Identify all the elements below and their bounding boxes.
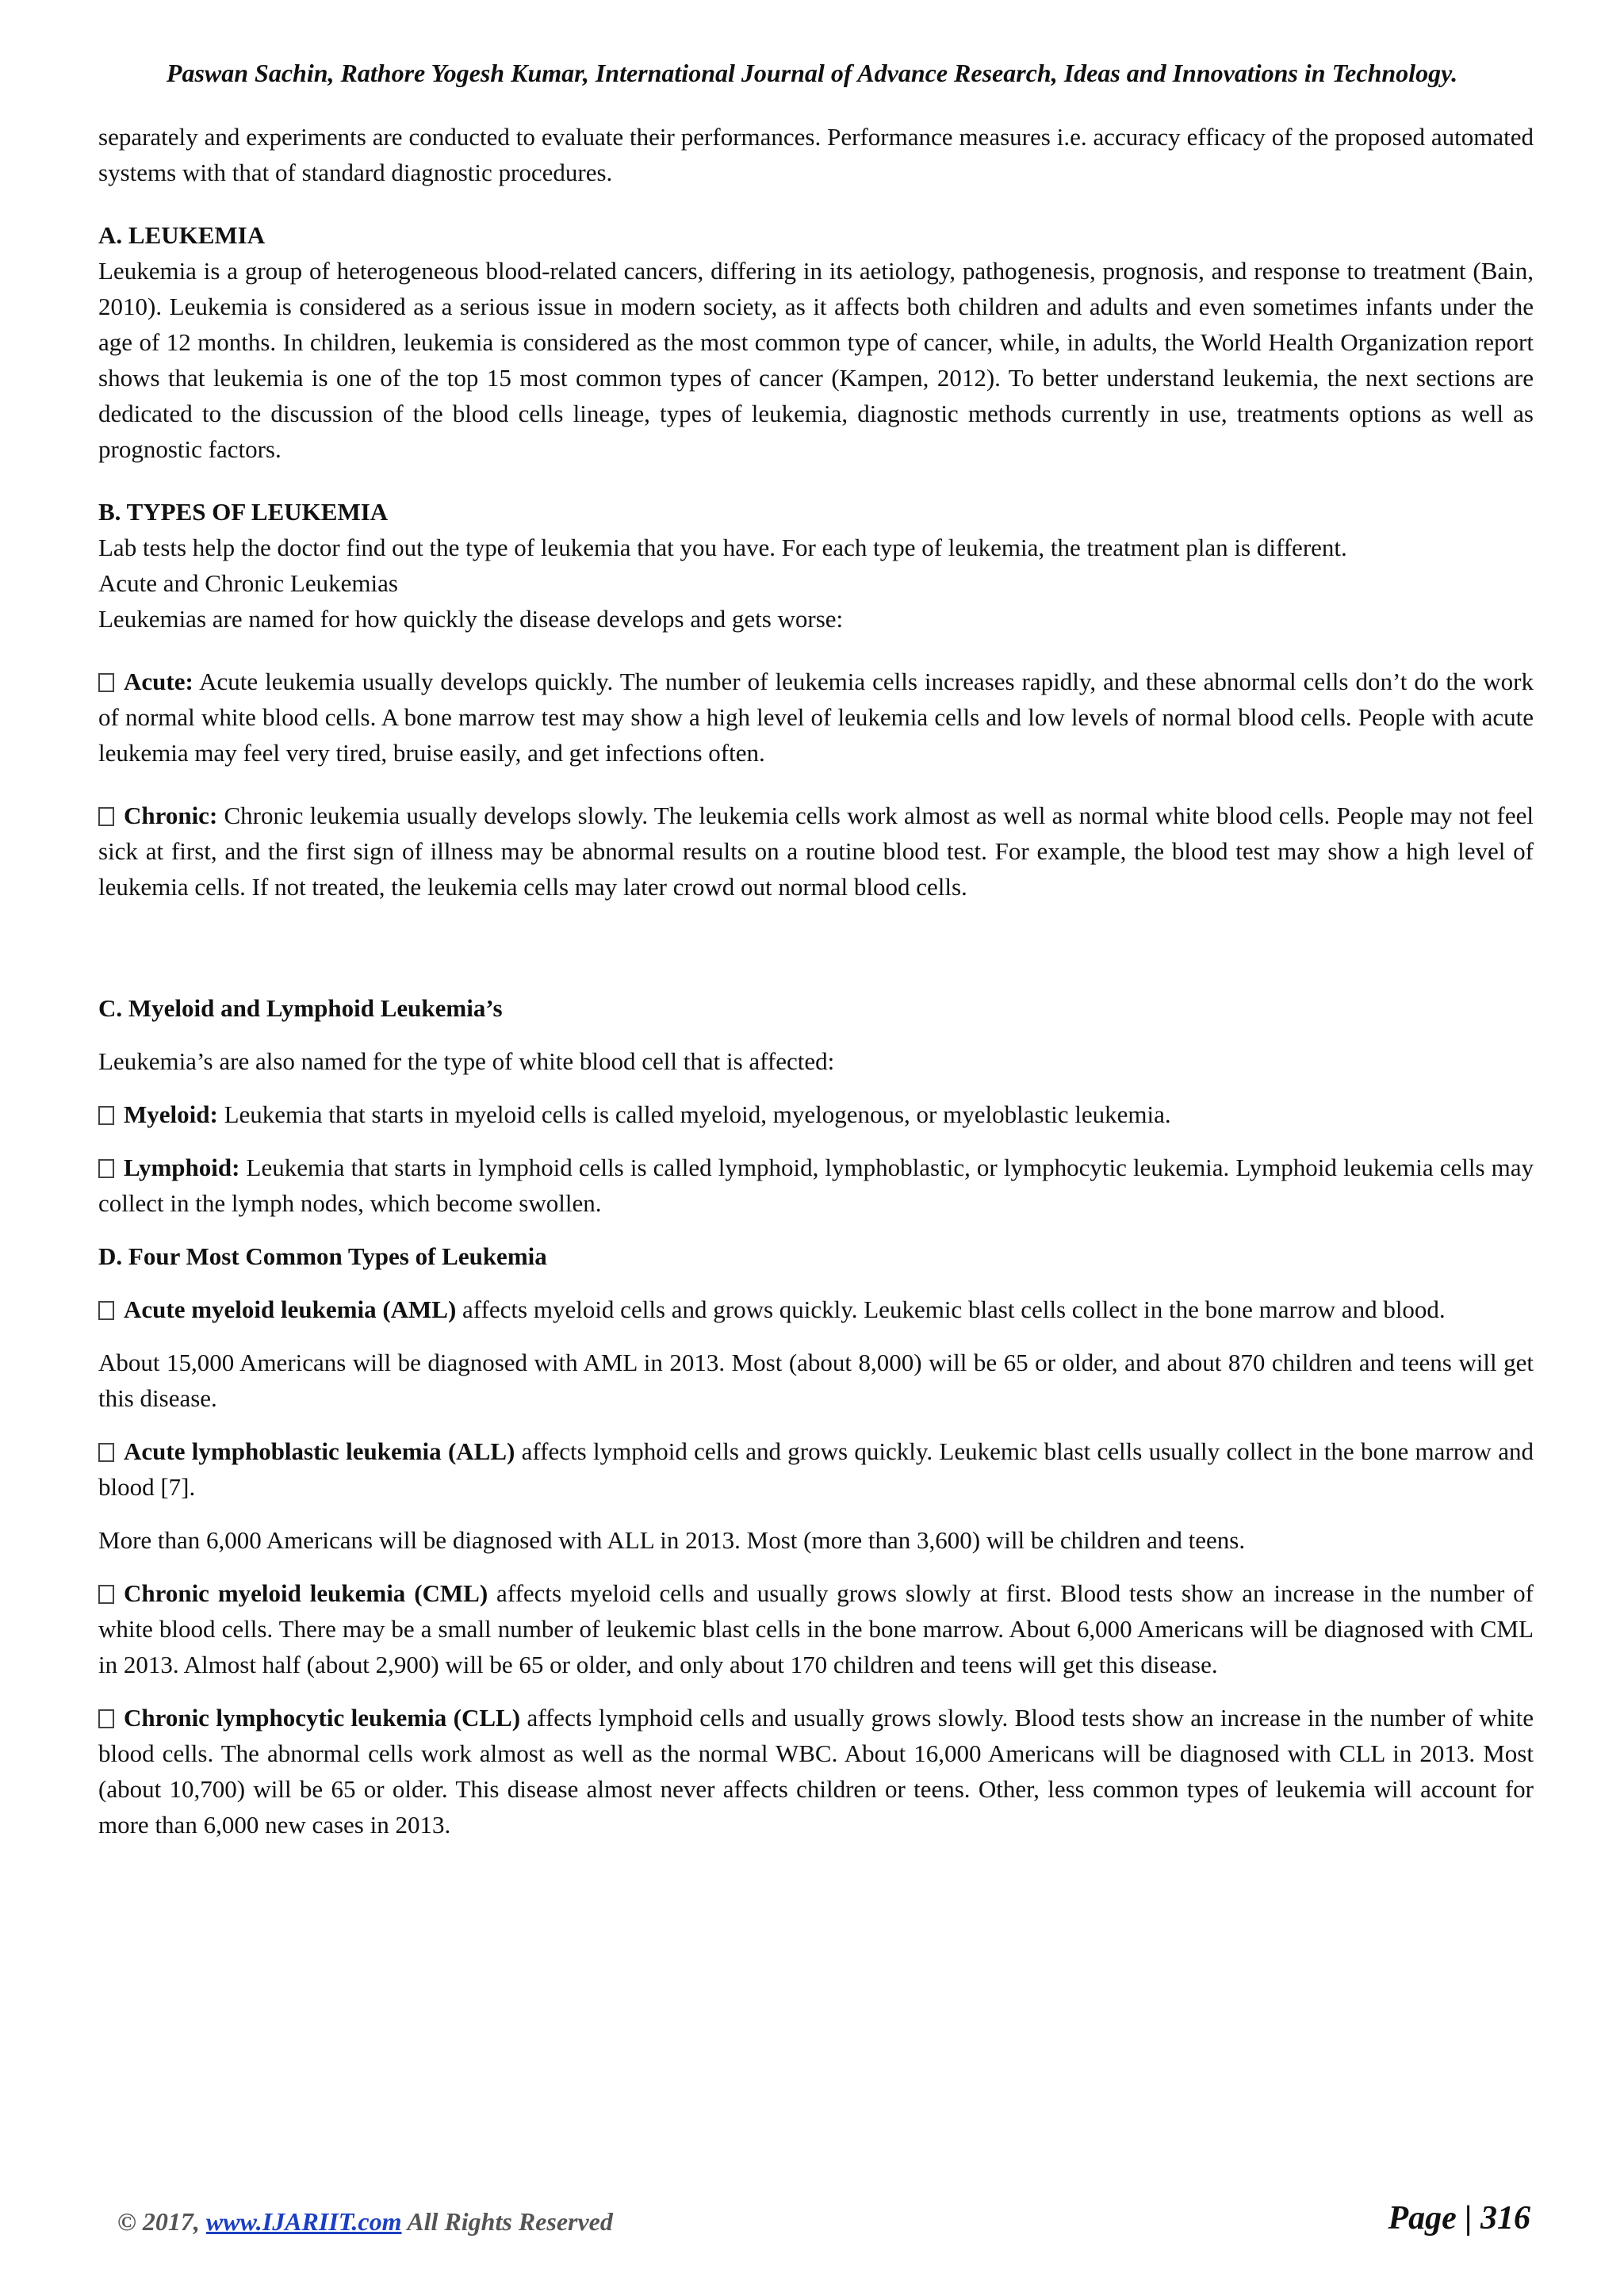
myeloid-text: Leukemia that starts in myeloid cells is called myeloid, myelogenous, or myeloblastic leukemia.	[217, 1100, 1171, 1128]
bullet-icon	[98, 1443, 114, 1462]
bullet-icon	[98, 1159, 114, 1178]
all-paragraph	[98, 1433, 1534, 1505]
all-label: Acute lymphoblastic leukemia (ALL)	[124, 1437, 515, 1465]
bullet-icon	[98, 673, 114, 692]
section-a-heading: A. LEUKEMIA	[98, 221, 266, 249]
running-header: Paswan Sachin, Rathore Yogesh Kumar, International Journal of Advance Research, Ideas and Innovations in Technology.	[166, 59, 1458, 87]
footer-link[interactable]: www.IJARIIT.com	[205, 2207, 402, 2236]
section-c-intro: Leukemia’s are also named for the type of white blood cell that is affected:	[98, 1047, 835, 1075]
cll-paragraph	[98, 1700, 1534, 1843]
cml-text: affects myeloid cells and usually grows slowly at first. Blood tests show an increase in the number of white blood cells. There may be a small number of leukemic blast cells in the bone marrow. About 6,000 Americans will be diagnosed with CML in 2013. Almost half (about 2,900) will be 65 or older, and only about 170 children and teens will get this disease.	[98, 1579, 1534, 1678]
cml-label: Chronic myeloid leukemia (CML)	[124, 1579, 488, 1607]
footer-prefix: © 2017,	[117, 2207, 206, 2236]
section-b-heading: B. TYPES OF LEUKEMIA	[98, 498, 389, 526]
lymphoid-paragraph	[98, 1150, 1534, 1221]
chronic-label: Chronic:	[124, 802, 218, 829]
bullet-icon	[98, 1106, 114, 1125]
cml-paragraph	[98, 1575, 1534, 1682]
section-a-paragraph: Leukemia is a group of heterogeneous blood-related cancers, differing in its aetiology, pathogenesis, prognosis, and response to treatment (Bain, 2010). Leukemia is considered as a serious issue in modern society, as it affects both children and adults and even sometimes infants under the age of 12 months. In children, leukemia is considered as the most common type of cancer, while, in adults, the World Health Organization report shows that leukemia is one of the top 15 most common types of cancer (Kampen, 2012). To better understand leukemia, the next sections are dedicated to the discussion of the blood cells lineage, types of leukemia, diagnostic methods currently in use, treatments options as well as prognostic factors.	[98, 257, 1534, 463]
footer-copyright	[117, 2207, 613, 2237]
bullet-icon	[98, 807, 114, 826]
myeloid-paragraph	[98, 1096, 1534, 1132]
chronic-text: Chronic leukemia usually develops slowly. The leukemia cells work almost as well as normal white blood cells. People may not feel sick at first, and the first sign of illness may be abnormal results on a routine blood test. For example, the blood test may show a high level of leukemia cells. If not treated, the leukemia cells may later crowd out normal blood cells.	[98, 802, 1534, 901]
section-b-line3: Leukemias are named for how quickly the disease develops and gets worse:	[98, 605, 844, 633]
bullet-icon	[98, 1709, 114, 1728]
aml-paragraph	[98, 1292, 1534, 1327]
all-stats-paragraph: More than 6,000 Americans will be diagnosed with ALL in 2013. Most (more than 3,600) will be children and teens.	[98, 1526, 1246, 1554]
cll-text: affects lymphoid cells and usually grows slowly. Blood tests show an increase in the number of white blood cells. The abnormal cells work almost as well as the normal WBC. About 16,000 Americans will be diagnosed with CLL in 2013. Most (about 10,700) will be 65 or older. This disease almost never affects children or teens. Other, less common types of leukemia will account for more than 6,000 new cases in 2013.	[98, 1704, 1534, 1839]
cll-label: Chronic lymphocytic leukemia (CLL)	[124, 1704, 521, 1732]
section-b-line2: Acute and Chronic Leukemias	[98, 569, 398, 597]
intro-paragraph: separately and experiments are conducted to evaluate their performances. Performance measures i.e. accuracy efficacy of the proposed automated systems with that of standard diagnostic procedures.	[98, 123, 1534, 186]
bullet-icon	[98, 1301, 114, 1320]
section-d-heading: D. Four Most Common Types of Leukemia	[98, 1242, 547, 1270]
section-b-line1: Lab tests help the doctor find out the type of leukemia that you have. For each type of leukemia, the treatment plan is different.	[98, 534, 1347, 561]
aml-text: affects myeloid cells and grows quickly. Leukemic blast cells collect in the bone marrow and blood.	[456, 1295, 1446, 1323]
acute-text: Acute leukemia usually develops quickly. The number of leukemia cells increases rapidly, and these abnormal cells don’t do the work of normal white blood cells. A bone marrow test may show a high level of leukemia cells and low levels of normal blood cells. People with acute leukemia may feel very tired, bruise easily, and get infections often.	[98, 668, 1534, 767]
aml-label: Acute myeloid leukemia (AML)	[124, 1295, 457, 1323]
myeloid-label: Myeloid:	[124, 1100, 218, 1128]
acute-paragraph	[98, 664, 1534, 771]
acute-label: Acute:	[124, 668, 193, 695]
chronic-paragraph	[98, 798, 1534, 905]
all-text: affects lymphoid cells and grows quickly. Leukemic blast cells usually collect in the bone marrow and blood [7].	[98, 1437, 1534, 1501]
bullet-icon	[98, 1585, 114, 1604]
footer-suffix: All Rights Reserved	[401, 2207, 613, 2236]
section-c-heading: C. Myeloid and Lymphoid Leukemia’s	[98, 994, 503, 1022]
page-number: Page | 316	[1388, 2200, 1530, 2237]
aml-stats-paragraph: About 15,000 Americans will be diagnosed with AML in 2013. Most (about 8,000) will be 65 or older, and about 870 children and teens will get this disease.	[98, 1349, 1534, 1412]
lymphoid-text: Leukemia that starts in lymphoid cells is called lymphoid, lymphoblastic, or lymphocytic leukemia. Lymphoid leukemia cells may collect in the lymph nodes, which become swollen.	[98, 1154, 1534, 1217]
lymphoid-label: Lymphoid:	[124, 1154, 240, 1181]
page-body	[98, 119, 1534, 1843]
